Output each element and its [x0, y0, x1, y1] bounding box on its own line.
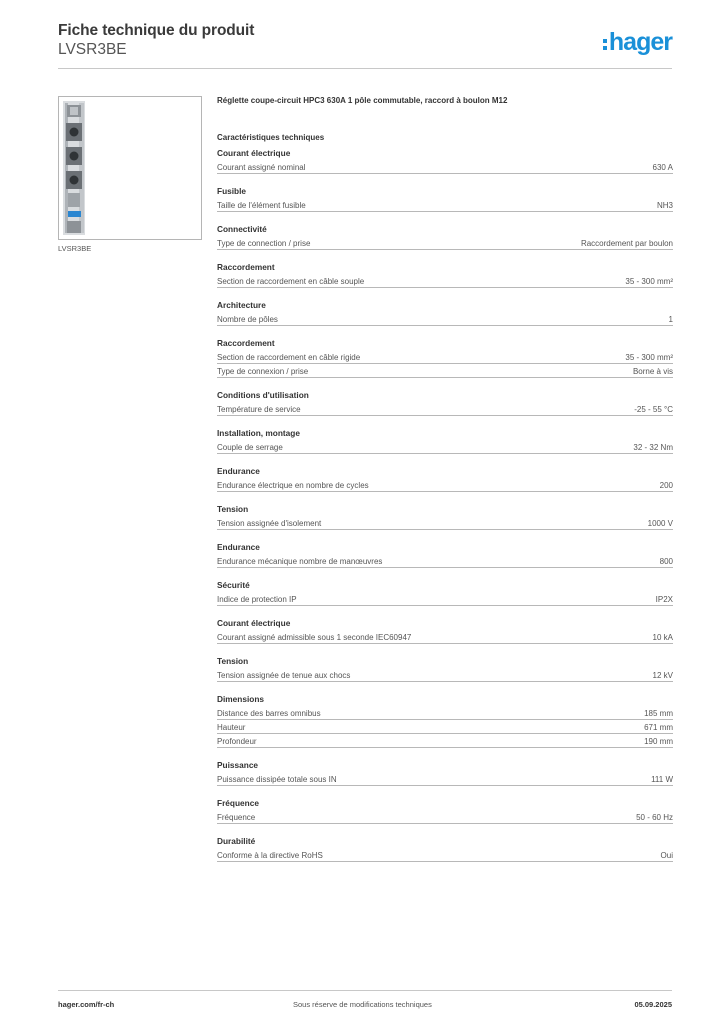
spec-row	[217, 440, 673, 454]
spec-group	[217, 655, 673, 682]
spec-value: 200	[659, 481, 673, 490]
spec-group-spacer	[217, 530, 673, 541]
product-image-caption: LVSR3BE	[58, 244, 92, 253]
product-reference: LVSR3BE	[58, 41, 127, 58]
spec-group-title: Endurance	[217, 542, 260, 552]
spec-label: Section de raccordement en câble souple	[217, 277, 365, 286]
spec-group-title: Tension	[217, 504, 249, 514]
fuse-switch-disconnector-strip-image	[58, 96, 202, 240]
spec-group	[217, 797, 673, 824]
spec-group	[217, 503, 673, 530]
page-header	[58, 22, 672, 68]
spec-group-spacer	[217, 682, 673, 693]
document-title: Fiche technique du produit	[58, 22, 255, 39]
spec-label: Indice de protection IP	[217, 595, 297, 604]
spec-label: Endurance électrique en nombre de cycles	[217, 481, 369, 490]
spec-group-spacer	[217, 378, 673, 389]
spec-group-spacer	[217, 326, 673, 337]
header-divider	[58, 68, 672, 69]
spec-group	[217, 389, 673, 416]
spec-group-spacer	[217, 606, 673, 617]
spec-group-title: Architecture	[217, 300, 266, 310]
spec-row	[217, 554, 673, 568]
spec-label: Nombre de pôles	[217, 315, 278, 324]
spec-label: Puissance dissipée totale sous IN	[217, 775, 337, 784]
spec-group-spacer	[217, 250, 673, 261]
spec-group-title: Tension	[217, 656, 249, 666]
spec-group-spacer	[217, 568, 673, 579]
spec-label: Taille de l'élément fusible	[217, 201, 306, 210]
spec-group-title: Sécurité	[217, 580, 250, 590]
spec-group-spacer	[217, 786, 673, 797]
spec-value: NH3	[656, 201, 673, 210]
spec-label: Couple de serrage	[217, 443, 283, 452]
spec-row	[217, 478, 673, 492]
spec-label: Type de connection / prise	[217, 239, 311, 248]
spec-group-title: Conditions d'utilisation	[217, 390, 309, 400]
spec-value: 10 kA	[652, 633, 673, 642]
spec-row	[217, 364, 673, 378]
product-description: Réglette coupe-circuit HPC3 630A 1 pôle commutable, raccord à boulon M12	[217, 96, 508, 105]
footer-disclaimer: Sous réserve de modifications techniques	[293, 1000, 432, 1009]
spec-label: Fréquence	[217, 813, 256, 822]
spec-value: 32 - 32 Nm	[633, 443, 673, 452]
spec-value: 630 A	[652, 163, 673, 172]
spec-row	[217, 630, 673, 644]
spec-group-spacer	[217, 288, 673, 299]
spec-value: 185 mm	[644, 709, 673, 718]
spec-group	[217, 261, 673, 288]
spec-value: 800	[659, 557, 673, 566]
spec-group-title: Raccordement	[217, 338, 275, 348]
spec-value: Borne à vis	[632, 367, 673, 376]
spec-label: Section de raccordement en câble rigide	[217, 353, 361, 362]
spec-group	[217, 541, 673, 568]
spec-group-title: Endurance	[217, 466, 260, 476]
technical-content	[217, 96, 673, 862]
spec-row	[217, 198, 673, 212]
spec-row	[217, 402, 673, 416]
spec-value: 111 W	[651, 775, 673, 784]
spec-label: Profondeur	[217, 737, 257, 746]
spec-group	[217, 299, 673, 326]
spec-value: IP2X	[655, 595, 673, 604]
spec-row	[217, 592, 673, 606]
spec-group	[217, 427, 673, 454]
spec-label: Hauteur	[217, 723, 246, 732]
page-footer	[58, 990, 672, 1018]
spec-row	[217, 848, 673, 862]
spec-label: Courant assigné nominal	[217, 163, 306, 172]
logo-dots-icon	[603, 39, 607, 50]
spec-label: Tension assignée de tenue aux chocs	[217, 671, 351, 680]
spec-value: Oui	[660, 851, 673, 860]
spec-group	[217, 337, 673, 378]
spec-value: 1000 V	[647, 519, 673, 528]
spec-group-title: Installation, montage	[217, 428, 300, 438]
spec-group-title: Fréquence	[217, 798, 259, 808]
spec-label: Distance des barres omnibus	[217, 709, 321, 718]
spec-row	[217, 236, 673, 250]
spec-group	[217, 759, 673, 786]
spec-row	[217, 350, 673, 364]
spec-group-spacer	[217, 416, 673, 427]
spec-group-title: Courant électrique	[217, 148, 291, 158]
spec-group	[217, 617, 673, 644]
spec-value: 190 mm	[644, 737, 673, 746]
spec-group-spacer	[217, 492, 673, 503]
spec-value: 1	[668, 315, 673, 324]
spec-row	[217, 668, 673, 682]
spec-value: 35 - 300 mm²	[625, 277, 673, 286]
hager-logo	[603, 28, 672, 57]
spec-label: Température de service	[217, 405, 301, 414]
spec-row	[217, 274, 673, 288]
spec-group-title: Dimensions	[217, 694, 265, 704]
spec-label: Endurance mécanique nombre de manœuvres	[217, 557, 383, 566]
spec-row	[217, 160, 673, 174]
spec-value: Raccordement par boulon	[580, 239, 673, 248]
spec-group-title: Fusible	[217, 186, 247, 196]
spec-label: Conforme à la directive RoHS	[217, 851, 323, 860]
section-title: Caractéristiques techniques	[217, 133, 325, 142]
spec-group-spacer	[217, 748, 673, 759]
spec-group	[217, 185, 673, 212]
spec-group-spacer	[217, 644, 673, 655]
spec-row	[217, 772, 673, 786]
spec-group	[217, 147, 673, 174]
spec-row	[217, 706, 673, 720]
spec-row	[217, 734, 673, 748]
spec-row	[217, 312, 673, 326]
spec-group-spacer	[217, 212, 673, 223]
spec-group-spacer	[217, 824, 673, 835]
spec-group-title: Connectivité	[217, 224, 267, 234]
spec-group-spacer	[217, 454, 673, 465]
spec-value: 50 - 60 Hz	[636, 813, 673, 822]
spec-row	[217, 810, 673, 824]
spec-group	[217, 835, 673, 862]
spec-row	[217, 720, 673, 734]
spec-group	[217, 693, 673, 748]
footer-date: 05.09.2025	[634, 1000, 672, 1009]
spec-value: 12 kV	[652, 671, 673, 680]
spec-value: 35 - 300 mm²	[625, 353, 673, 362]
spec-value: -25 - 55 °C	[634, 405, 673, 414]
spec-group-title: Courant électrique	[217, 618, 291, 628]
spec-value: 671 mm	[644, 723, 673, 732]
specs-table	[217, 147, 673, 862]
spec-group-spacer	[217, 174, 673, 185]
spec-group-title: Puissance	[217, 760, 259, 770]
spec-group	[217, 579, 673, 606]
logo-text: hager	[608, 28, 672, 56]
spec-label: Tension assignée d'isolement	[217, 519, 322, 528]
spec-group	[217, 465, 673, 492]
footer-website: hager.com/fr-ch	[58, 1000, 115, 1009]
spec-label: Type de connexion / prise	[217, 367, 309, 376]
spec-group-title: Raccordement	[217, 262, 275, 272]
spec-label: Courant assigné admissible sous 1 seconde IEC60947	[217, 633, 412, 642]
spec-row	[217, 516, 673, 530]
spec-group-title: Durabilité	[217, 836, 256, 846]
spec-group	[217, 223, 673, 250]
